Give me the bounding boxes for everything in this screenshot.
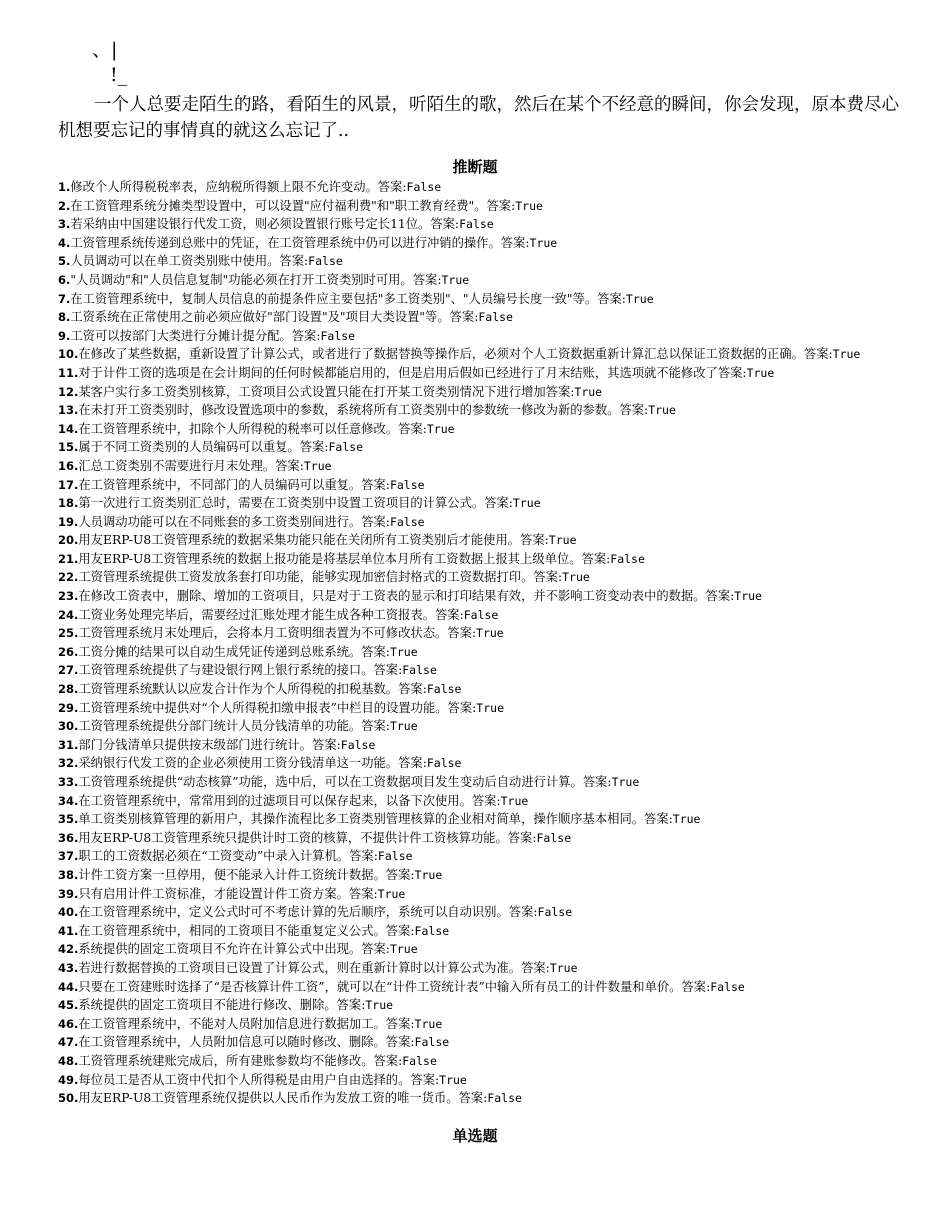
question-answer: False bbox=[710, 979, 745, 994]
question-number: 30. bbox=[58, 719, 79, 734]
question-item bbox=[58, 643, 900, 662]
question-item bbox=[58, 550, 900, 569]
question-item bbox=[58, 327, 900, 346]
question-item bbox=[58, 717, 900, 736]
question-text: 属于不同工资类别的人员编码可以重复。答案: bbox=[78, 440, 329, 455]
question-answer: True bbox=[414, 867, 443, 882]
question-text: 只要在工资建账时选择了“是否核算计件工资”，就可以在“计件工资统计表”中输入所有员工的计件数量和单价。答案: bbox=[78, 979, 711, 994]
question-answer: False bbox=[402, 1053, 437, 1068]
question-item bbox=[58, 401, 900, 420]
question-answer: False bbox=[389, 477, 425, 492]
question-text: 在工资管理系统中，不同部门的人员编码可以重复。答案: bbox=[78, 477, 390, 492]
question-answer: True bbox=[389, 719, 418, 734]
question-number: 13. bbox=[58, 403, 79, 418]
question-item bbox=[58, 1033, 900, 1052]
question-item bbox=[58, 271, 900, 290]
question-number: 21. bbox=[58, 551, 79, 566]
question-number: 17. bbox=[58, 477, 79, 492]
question-text: 在工资管理系统中，常常用到的过滤项目可以保存起来，以备下次使用。答案: bbox=[78, 793, 501, 808]
question-answer: True bbox=[426, 421, 455, 436]
question-number: 2. bbox=[58, 198, 71, 213]
question-number: 28. bbox=[58, 682, 79, 697]
question-text: 工资管理系统建账完成后，所有建账参数均不能修改。答案: bbox=[78, 1053, 403, 1068]
question-answer: False bbox=[463, 607, 499, 622]
question-item bbox=[58, 513, 900, 532]
question-number: 26. bbox=[58, 644, 79, 659]
question-number: 38. bbox=[58, 867, 79, 882]
question-answer: True bbox=[562, 570, 590, 585]
question-text: 工资管理系统默认以应发合计作为个人所得税的扣税基数。答案: bbox=[78, 682, 427, 697]
question-answer: True bbox=[746, 365, 775, 380]
question-item bbox=[58, 1071, 900, 1090]
question-item bbox=[58, 383, 900, 402]
question-number: 37. bbox=[58, 849, 79, 864]
question-answer: True bbox=[611, 775, 640, 789]
question-text: 系统提供的固定工资项目不能进行修改、删除。答案: bbox=[78, 998, 366, 1013]
question-text: 在工资管理系统中，不能对人员附加信息进行数据加工。答案: bbox=[78, 1016, 415, 1031]
question-item bbox=[58, 922, 900, 941]
question-text: 在工资管理系统中，相同的工资项目不能重复定义公式。答案: bbox=[78, 923, 415, 938]
question-item bbox=[58, 866, 900, 885]
question-answer: False bbox=[487, 1091, 522, 1106]
question-answer: False bbox=[536, 830, 572, 845]
question-answer: True bbox=[648, 403, 676, 418]
question-item bbox=[58, 364, 900, 383]
question-number: 3. bbox=[58, 217, 71, 232]
question-text: 修改个人所得税税率表，应纳税所得额上限不允许变动。答案: bbox=[70, 180, 407, 194]
question-answer: True bbox=[365, 998, 394, 1013]
question-answer: True bbox=[377, 886, 406, 901]
question-item bbox=[58, 754, 900, 773]
question-answer: False bbox=[340, 737, 376, 752]
question-answer: False bbox=[537, 905, 573, 920]
question-number: 4. bbox=[58, 235, 71, 250]
question-item bbox=[58, 736, 900, 755]
question-number: 24. bbox=[58, 607, 79, 622]
question-item bbox=[58, 699, 900, 718]
question-item bbox=[58, 1089, 900, 1108]
question-item bbox=[58, 568, 900, 587]
question-answer: True bbox=[500, 793, 529, 808]
question-text: "人员调动"和"人员信息复制"功能必须在打开工资类别时可用。答案: bbox=[70, 272, 442, 287]
question-number: 11. bbox=[58, 365, 79, 380]
question-text: 在工资管理系统中，定义公式时可不考虑计算的先后顺序，系统可以自动识别。答案: bbox=[78, 905, 538, 920]
question-text: 工资管理系统提供“动态核算”功能，选中后，可以在工资数据项目发生变动后自动进行计算。答案: bbox=[78, 775, 612, 789]
question-number: 31. bbox=[58, 737, 79, 752]
question-answer: True bbox=[476, 626, 504, 641]
question-item bbox=[58, 308, 900, 327]
question-item bbox=[58, 792, 900, 811]
question-number: 25. bbox=[58, 626, 79, 641]
question-number: 27. bbox=[58, 663, 79, 678]
question-answer: True bbox=[515, 198, 543, 213]
question-text: 在未打开工资类别时，修改设置选项中的参数，系统将所有工资类别中的参数统一修改为新的参数。答案: bbox=[78, 403, 649, 418]
question-text: 在工资管理系统中，扣除个人所得税的税率可以任意修改。答案: bbox=[78, 421, 427, 436]
question-answer: True bbox=[439, 1072, 467, 1087]
question-item bbox=[58, 1015, 900, 1034]
question-text: 工资管理系统提供分部门统计人员分钱清单的功能。答案: bbox=[78, 719, 390, 734]
question-text: 工资管理系统提供了与建设银行网上银行系统的接口。答案: bbox=[78, 663, 403, 678]
question-answer: True bbox=[548, 533, 577, 548]
section-title-judgment: 推断题 bbox=[452, 158, 498, 176]
question-number: 41. bbox=[58, 923, 79, 938]
intro-paragraph: 一个人总要走陌生的路，看陌生的风景，听陌生的歌，然后在某个不经意的瞬间，你会发现，原本费尽心机想要忘记的事情真的就这么忘记了.. bbox=[58, 95, 899, 141]
question-text: 工资管理系统中提供对“个人所得税扣缴申报表”中栏目的设置功能。答案: bbox=[78, 700, 477, 715]
question-answer: True bbox=[832, 347, 861, 362]
question-text: 人员调动可以在单工资类别账中使用。答案: bbox=[70, 254, 309, 269]
question-answer: True bbox=[574, 384, 603, 399]
question-number: 34. bbox=[58, 793, 79, 808]
question-item bbox=[58, 438, 900, 457]
question-number: 36. bbox=[58, 830, 79, 845]
question-number: 47. bbox=[58, 1035, 79, 1050]
question-item bbox=[58, 197, 900, 216]
question-text: 系统提供的固定工资项目不允许在计算公式中出现。答案: bbox=[78, 942, 390, 957]
question-number: 22. bbox=[58, 570, 79, 585]
question-answer: False bbox=[426, 756, 462, 771]
header-mark: 、| bbox=[92, 39, 118, 61]
question-answer: True bbox=[625, 291, 654, 306]
question-number: 46. bbox=[58, 1016, 79, 1031]
question-item bbox=[58, 290, 900, 309]
question-answer: True bbox=[512, 496, 541, 511]
question-text: 用友ERP-U8工资管理系统只提供计时工资的核算，不提供计件工资核算功能。答案: bbox=[78, 830, 537, 845]
question-item bbox=[58, 587, 900, 606]
question-text: 在修改了某些数据，重新设置了计算公式，或者进行了数据替换等操作后，必须对个人工资数据重新计算汇总以保证工资数据的正确。答案: bbox=[78, 347, 833, 362]
question-item bbox=[58, 420, 900, 439]
question-text: 第一次进行工资类别汇总时，需要在工资类别中设置工资项目的计算公式。答案: bbox=[78, 496, 513, 511]
question-item bbox=[58, 829, 900, 848]
question-answer: False bbox=[478, 310, 513, 325]
question-answer: False bbox=[402, 663, 437, 678]
header-mark: !_ bbox=[110, 64, 128, 86]
question-item bbox=[58, 234, 900, 253]
question-item bbox=[58, 606, 900, 625]
question-item bbox=[58, 680, 900, 699]
question-item bbox=[58, 996, 900, 1015]
question-item bbox=[58, 345, 900, 364]
question-text: 在工资管理系统中，复制人员信息的前提条件应主要包括"多工资类别"、"人员编号长度一致"等。答案: bbox=[70, 291, 626, 306]
question-item bbox=[58, 940, 900, 959]
question-answer: False bbox=[406, 180, 442, 194]
question-number: 35. bbox=[58, 812, 79, 827]
question-number: 12. bbox=[58, 384, 79, 399]
question-text: 在工资管理系统分摊类型设置中，可以设置"应付福利费"和"职工教育经费"。答案: bbox=[70, 198, 516, 213]
question-answer: False bbox=[414, 1035, 450, 1050]
section-title-single-choice: 单选题 bbox=[452, 1127, 498, 1145]
question-item bbox=[58, 1052, 900, 1071]
question-number: 32. bbox=[58, 756, 79, 771]
question-text: 工资管理系统月末处理后，会将本月工资明细表置为不可修改状态。答案: bbox=[78, 626, 477, 641]
question-text: 单工资类别核算管理的新用户，其操作流程比多工资类别管理核算的企业相对简单，操作顺序基本相同。答案: bbox=[78, 812, 673, 827]
question-answer: True bbox=[389, 942, 418, 957]
question-answer: False bbox=[308, 254, 343, 269]
question-text: 若采纳由中国建设银行代发工资，则必须设置银行账号定长11位。答案: bbox=[70, 217, 460, 232]
question-item bbox=[58, 959, 900, 978]
question-text: 工资系统在正常使用之前必须应做好"部门设置"及"项目大类设置"等。答案: bbox=[70, 310, 479, 325]
question-answer: True bbox=[529, 235, 558, 250]
question-answer: False bbox=[414, 923, 450, 938]
question-number: 15. bbox=[58, 440, 79, 455]
question-item bbox=[58, 847, 900, 866]
question-number: 18. bbox=[58, 496, 79, 511]
question-answer: True bbox=[672, 812, 701, 827]
question-answer: True bbox=[549, 960, 578, 975]
question-number: 16. bbox=[58, 458, 79, 473]
question-number: 5. bbox=[58, 254, 71, 269]
question-item bbox=[58, 903, 900, 922]
question-answer: False bbox=[426, 682, 462, 697]
question-number: 29. bbox=[58, 700, 79, 715]
question-text: 职工的工资数据必须在“工资变动”中录入计算机。答案: bbox=[78, 849, 378, 864]
question-number: 20. bbox=[58, 533, 79, 548]
question-number: 19. bbox=[58, 514, 79, 529]
question-answer: True bbox=[476, 700, 504, 715]
question-number: 8. bbox=[58, 310, 71, 325]
question-number: 40. bbox=[58, 905, 79, 920]
question-text: 只有启用计件工资标准，才能设置计件工资方案。答案: bbox=[78, 886, 378, 901]
question-item bbox=[58, 978, 900, 997]
question-number: 50. bbox=[58, 1091, 79, 1106]
question-text: 某客户实行多工资类别核算，工资项目公式设置只能在打开某工资类别情况下进行增加答案: bbox=[78, 384, 575, 399]
question-number: 44. bbox=[58, 979, 79, 994]
question-number: 1. bbox=[58, 180, 71, 194]
question-item bbox=[58, 773, 900, 792]
question-text: 采纳银行代发工资的企业必须使用工资分钱清单这一功能。答案: bbox=[78, 756, 427, 771]
question-text: 工资业务处理完毕后，需要经过汇账处理才能生成各种工资报表。答案: bbox=[78, 607, 464, 622]
question-number: 49. bbox=[58, 1072, 79, 1087]
question-text: 对于计件工资的选项是在会计期间的任何时候都能启用的，但是启用后假如已经进行了月末结账，其选项就不能修改了答案: bbox=[78, 365, 747, 380]
question-text: 工资管理系统传递到总账中的凭证，在工资管理系统中仍可以进行冲销的操作。答案: bbox=[70, 235, 530, 250]
question-number: 39. bbox=[58, 886, 79, 901]
question-text: 用友ERP-U8工资管理系统仅提供以人民币作为发放工资的唯一货币。答案: bbox=[78, 1091, 488, 1106]
question-text: 汇总工资类别不需要进行月末处理。答案: bbox=[78, 458, 304, 473]
question-item bbox=[58, 252, 900, 271]
question-number: 43. bbox=[58, 960, 79, 975]
question-answer: True bbox=[441, 272, 470, 287]
question-text: 若进行数据替换的工资项目已设置了计算公式，则在重新计算时以计算公式为准。答案: bbox=[78, 960, 550, 975]
question-text: 在修改工资表中，删除、增加的工资项目，只是对于工资表的显示和打印结果有效，并不影响工资变动表中的数据。答案: bbox=[78, 589, 735, 604]
question-number: 6. bbox=[58, 272, 71, 287]
question-text: 部门分钱清单只提供按末级部门进行统计。答案: bbox=[78, 737, 341, 752]
question-number: 14. bbox=[58, 421, 79, 436]
question-text: 工资分摊的结果可以自动生成凭证传递到总账系统。答案: bbox=[78, 644, 390, 659]
question-answer: False bbox=[377, 849, 413, 864]
question-answer: False bbox=[328, 440, 364, 455]
question-number: 7. bbox=[58, 291, 71, 306]
question-number: 48. bbox=[58, 1053, 79, 1068]
question-number: 9. bbox=[58, 328, 71, 343]
question-list bbox=[58, 178, 900, 1108]
question-text: 在工资管理系统中，人员附加信息可以随时修改、删除。答案: bbox=[78, 1035, 415, 1050]
question-answer: True bbox=[303, 458, 332, 473]
question-text: 每位员工是否从工资中代扣个人所得税是由用户自由选择的。答案: bbox=[78, 1072, 440, 1087]
question-number: 23. bbox=[58, 589, 79, 604]
question-number: 33. bbox=[58, 775, 79, 789]
question-text: 人员调动功能可以在不同账套的多工资类别间进行。答案: bbox=[78, 514, 390, 529]
question-text: 工资可以按部门大类进行分摊计提分配。答案: bbox=[70, 328, 321, 343]
question-answer: False bbox=[459, 217, 494, 232]
question-item bbox=[58, 810, 900, 829]
question-item bbox=[58, 531, 900, 550]
header-marks bbox=[92, 38, 127, 88]
question-answer: True bbox=[389, 644, 418, 659]
question-item bbox=[58, 661, 900, 680]
question-text: 计件工资方案一旦停用，便不能录入计件工资统计数据。答案: bbox=[78, 867, 415, 882]
question-text: 工资管理系统提供工资发放条套打印功能，能够实现加密信封格式的工资数据打印。答案: bbox=[78, 570, 563, 585]
question-item bbox=[58, 476, 900, 495]
question-item bbox=[58, 457, 900, 476]
question-number: 45. bbox=[58, 998, 79, 1013]
question-item bbox=[58, 178, 900, 197]
question-item bbox=[58, 215, 900, 234]
question-answer: False bbox=[610, 551, 645, 566]
question-item bbox=[58, 885, 900, 904]
question-answer: False bbox=[389, 514, 425, 529]
question-item bbox=[58, 494, 900, 513]
question-number: 42. bbox=[58, 942, 79, 957]
question-answer: True bbox=[734, 589, 762, 604]
question-text: 用友ERP-U8工资管理系统的数据采集功能只能在关闭所有工资类别后才能使用。答案: bbox=[78, 533, 549, 548]
question-item bbox=[58, 624, 900, 643]
question-number: 10. bbox=[58, 347, 79, 362]
question-answer: True bbox=[414, 1016, 443, 1031]
question-answer: False bbox=[320, 328, 356, 343]
question-text: 用友ERP-U8工资管理系统的数据上报功能是将基层单位本月所有工资数据上报其上级单位。答案: bbox=[78, 551, 611, 566]
